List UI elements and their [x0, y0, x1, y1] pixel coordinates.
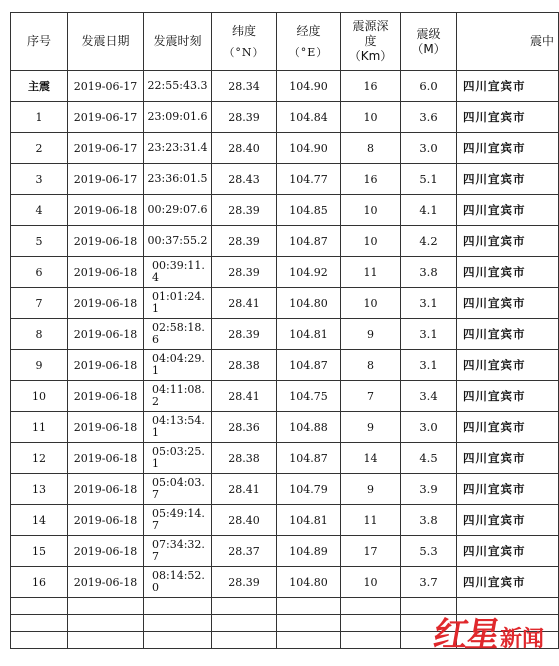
header-latitude-label: 纬度	[231, 23, 256, 38]
cell-depth: 8	[341, 133, 401, 164]
header-time: 发震时刻	[144, 13, 212, 71]
cell-time: 08:14:52.0	[144, 567, 212, 598]
empty-row	[11, 598, 559, 615]
cell-latitude: 28.41	[212, 474, 277, 505]
table-body	[11, 71, 559, 649]
cell-latitude: 28.37	[212, 536, 277, 567]
cell-seq: 7	[11, 288, 68, 319]
header-depth: 震源深度（Km）	[341, 13, 401, 71]
cell-magnitude: 3.1	[401, 350, 457, 381]
cell-depth: 17	[341, 536, 401, 567]
cell-date: 2019-06-17	[68, 164, 144, 195]
cell-date: 2019-06-18	[68, 536, 144, 567]
cell-longitude: 104.88	[277, 412, 341, 443]
cell-epicenter: 四川宜宾市	[457, 474, 559, 505]
empty-cell	[68, 615, 144, 632]
header-epicenter: 震中	[457, 13, 559, 71]
cell-time: 05:03:25.1	[144, 443, 212, 474]
cell-time: 00:29:07.6	[144, 195, 212, 226]
cell-time: 00:37:55.2	[144, 226, 212, 257]
cell-date: 2019-06-18	[68, 412, 144, 443]
cell-seq: 13	[11, 474, 68, 505]
table-row	[11, 195, 559, 226]
cell-longitude: 104.87	[277, 226, 341, 257]
cell-magnitude: 3.1	[401, 288, 457, 319]
cell-magnitude: 4.1	[401, 195, 457, 226]
cell-epicenter: 四川宜宾市	[457, 505, 559, 536]
cell-longitude: 104.79	[277, 474, 341, 505]
cell-seq: 1	[11, 102, 68, 133]
table-row	[11, 226, 559, 257]
cell-time: 23:36:01.5	[144, 164, 212, 195]
cell-time: 01:01:24.1	[144, 288, 212, 319]
empty-cell	[277, 632, 341, 649]
empty-cell	[212, 615, 277, 632]
watermark-text: 新闻	[499, 626, 544, 652]
cell-seq: 8	[11, 319, 68, 350]
cell-time: 00:39:11.4	[144, 257, 212, 288]
cell-magnitude: 3.1	[401, 319, 457, 350]
header-date: 发震日期	[68, 13, 144, 71]
cell-depth: 8	[341, 350, 401, 381]
watermark-logo: 红星	[430, 615, 502, 655]
header-magnitude: 震级（M）	[401, 13, 457, 71]
cell-magnitude: 6.0	[401, 71, 457, 102]
cell-depth: 10	[341, 226, 401, 257]
empty-cell	[11, 598, 68, 615]
cell-longitude: 104.90	[277, 71, 341, 102]
cell-epicenter: 四川宜宾市	[457, 319, 559, 350]
empty-cell	[457, 598, 559, 615]
empty-cell	[11, 615, 68, 632]
header-seq: 序号	[11, 13, 68, 71]
table-row	[11, 71, 559, 102]
empty-cell	[11, 632, 68, 649]
empty-cell	[277, 598, 341, 615]
cell-latitude: 28.34	[212, 71, 277, 102]
cell-magnitude: 4.2	[401, 226, 457, 257]
cell-latitude: 28.39	[212, 319, 277, 350]
cell-latitude: 28.41	[212, 381, 277, 412]
cell-seq: 14	[11, 505, 68, 536]
cell-epicenter: 四川宜宾市	[457, 381, 559, 412]
cell-date: 2019-06-18	[68, 319, 144, 350]
cell-date: 2019-06-17	[68, 71, 144, 102]
cell-time: 23:23:31.4	[144, 133, 212, 164]
empty-cell	[144, 632, 212, 649]
empty-cell	[212, 598, 277, 615]
cell-magnitude: 3.4	[401, 381, 457, 412]
cell-latitude: 28.40	[212, 133, 277, 164]
cell-time: 22:55:43.3	[144, 71, 212, 102]
empty-cell	[68, 598, 144, 615]
header-longitude	[277, 13, 341, 71]
cell-seq: 12	[11, 443, 68, 474]
table-row	[11, 319, 559, 350]
cell-latitude: 28.39	[212, 567, 277, 598]
cell-time: 05:04:03.7	[144, 474, 212, 505]
table-row	[11, 164, 559, 195]
empty-cell	[277, 615, 341, 632]
cell-longitude: 104.89	[277, 536, 341, 567]
table-row	[11, 288, 559, 319]
cell-depth: 11	[341, 257, 401, 288]
cell-latitude: 28.40	[212, 505, 277, 536]
cell-epicenter: 四川宜宾市	[457, 536, 559, 567]
cell-magnitude: 3.8	[401, 257, 457, 288]
cell-depth: 9	[341, 474, 401, 505]
cell-magnitude: 3.6	[401, 102, 457, 133]
cell-epicenter: 四川宜宾市	[457, 195, 559, 226]
cell-seq: 5	[11, 226, 68, 257]
empty-cell	[341, 598, 401, 615]
cell-date: 2019-06-18	[68, 288, 144, 319]
cell-magnitude: 3.0	[401, 133, 457, 164]
cell-latitude: 28.39	[212, 257, 277, 288]
cell-depth: 9	[341, 412, 401, 443]
empty-cell	[401, 598, 457, 615]
cell-seq: 11	[11, 412, 68, 443]
cell-latitude: 28.43	[212, 164, 277, 195]
cell-epicenter: 四川宜宾市	[457, 226, 559, 257]
cell-longitude: 104.84	[277, 102, 341, 133]
cell-magnitude: 3.8	[401, 505, 457, 536]
cell-date: 2019-06-18	[68, 567, 144, 598]
cell-date: 2019-06-17	[68, 102, 144, 133]
empty-cell	[212, 632, 277, 649]
cell-epicenter: 四川宜宾市	[457, 71, 559, 102]
cell-depth: 9	[341, 319, 401, 350]
cell-latitude: 28.38	[212, 350, 277, 381]
cell-seq: 4	[11, 195, 68, 226]
cell-date: 2019-06-18	[68, 443, 144, 474]
table-row	[11, 536, 559, 567]
cell-depth: 16	[341, 71, 401, 102]
cell-date: 2019-06-18	[68, 350, 144, 381]
cell-latitude: 28.39	[212, 195, 277, 226]
table-row	[11, 474, 559, 505]
cell-time: 07:34:32.7	[144, 536, 212, 567]
table-row	[11, 133, 559, 164]
cell-longitude: 104.90	[277, 133, 341, 164]
cell-depth: 14	[341, 443, 401, 474]
cell-seq: 10	[11, 381, 68, 412]
table-row	[11, 350, 559, 381]
cell-epicenter: 四川宜宾市	[457, 288, 559, 319]
cell-seq: 主震	[11, 71, 68, 102]
cell-longitude: 104.75	[277, 381, 341, 412]
empty-cell	[341, 632, 401, 649]
table-row	[11, 257, 559, 288]
cell-seq: 3	[11, 164, 68, 195]
empty-cell	[341, 615, 401, 632]
cell-magnitude: 3.0	[401, 412, 457, 443]
cell-latitude: 28.39	[212, 226, 277, 257]
cell-time: 05:49:14.7	[144, 505, 212, 536]
cell-date: 2019-06-18	[68, 226, 144, 257]
earthquake-table	[10, 12, 559, 649]
cell-date: 2019-06-18	[68, 505, 144, 536]
cell-date: 2019-06-18	[68, 474, 144, 505]
table-header	[11, 13, 559, 71]
cell-depth: 7	[341, 381, 401, 412]
cell-magnitude: 3.7	[401, 567, 457, 598]
cell-longitude: 104.92	[277, 257, 341, 288]
cell-longitude: 104.80	[277, 288, 341, 319]
cell-epicenter: 四川宜宾市	[457, 350, 559, 381]
table-row	[11, 381, 559, 412]
cell-time: 04:11:08.2	[144, 381, 212, 412]
cell-magnitude: 3.9	[401, 474, 457, 505]
empty-cell	[144, 598, 212, 615]
table-row	[11, 102, 559, 133]
table-row	[11, 567, 559, 598]
cell-epicenter: 四川宜宾市	[457, 443, 559, 474]
cell-seq: 9	[11, 350, 68, 381]
header-longitude-label: 经度	[296, 23, 321, 38]
cell-epicenter: 四川宜宾市	[457, 102, 559, 133]
cell-seq: 6	[11, 257, 68, 288]
cell-date: 2019-06-18	[68, 257, 144, 288]
cell-latitude: 28.36	[212, 412, 277, 443]
cell-epicenter: 四川宜宾市	[457, 257, 559, 288]
cell-date: 2019-06-18	[68, 195, 144, 226]
cell-magnitude: 5.1	[401, 164, 457, 195]
cell-longitude: 104.87	[277, 443, 341, 474]
cell-magnitude: 5.3	[401, 536, 457, 567]
table-row	[11, 443, 559, 474]
watermark	[430, 615, 544, 655]
cell-longitude: 104.85	[277, 195, 341, 226]
earthquake-table-sheet	[10, 12, 559, 649]
cell-depth: 11	[341, 505, 401, 536]
cell-time: 23:09:01.6	[144, 102, 212, 133]
cell-longitude: 104.80	[277, 567, 341, 598]
cell-epicenter: 四川宜宾市	[457, 412, 559, 443]
cell-epicenter: 四川宜宾市	[457, 567, 559, 598]
cell-latitude: 28.38	[212, 443, 277, 474]
cell-latitude: 28.39	[212, 102, 277, 133]
cell-longitude: 104.77	[277, 164, 341, 195]
cell-depth: 16	[341, 164, 401, 195]
cell-date: 2019-06-17	[68, 133, 144, 164]
header-latitude-unit: （°N）	[223, 45, 265, 59]
empty-cell	[144, 615, 212, 632]
cell-depth: 10	[341, 102, 401, 133]
cell-seq: 15	[11, 536, 68, 567]
cell-depth: 10	[341, 567, 401, 598]
cell-longitude: 104.87	[277, 350, 341, 381]
table-row	[11, 505, 559, 536]
cell-seq: 16	[11, 567, 68, 598]
cell-depth: 10	[341, 288, 401, 319]
cell-longitude: 104.81	[277, 319, 341, 350]
cell-epicenter: 四川宜宾市	[457, 164, 559, 195]
cell-time: 02:58:18.6	[144, 319, 212, 350]
cell-magnitude: 4.5	[401, 443, 457, 474]
cell-epicenter: 四川宜宾市	[457, 133, 559, 164]
empty-cell	[68, 632, 144, 649]
cell-depth: 10	[341, 195, 401, 226]
table-row	[11, 412, 559, 443]
cell-seq: 2	[11, 133, 68, 164]
cell-time: 04:04:29.1	[144, 350, 212, 381]
cell-time: 04:13:54.1	[144, 412, 212, 443]
header-latitude	[212, 13, 277, 71]
cell-latitude: 28.41	[212, 288, 277, 319]
header-longitude-unit: （°E）	[288, 45, 329, 59]
cell-longitude: 104.81	[277, 505, 341, 536]
cell-date: 2019-06-18	[68, 381, 144, 412]
